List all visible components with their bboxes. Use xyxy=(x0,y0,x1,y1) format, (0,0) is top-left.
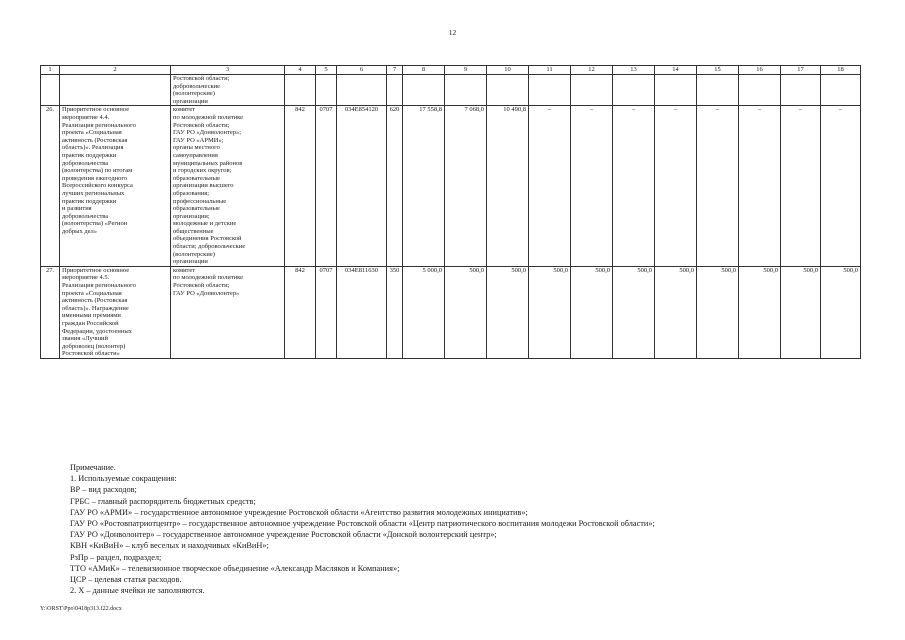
col-header: 10 xyxy=(487,66,529,75)
file-path: Y:\ORST\Ppo\0418p313.f22.docx xyxy=(40,606,122,612)
col-header: 16 xyxy=(739,66,781,75)
amount-year: 500,0 xyxy=(529,266,571,358)
col-header: 18 xyxy=(821,66,861,75)
measure-name: Приоритетное основное мероприятие 4.4. Реализация регионального проекта «Социальная активность (Ростовская область)». Реализация практик поддержки добровольчества (волонтерства) по итогам проведения ежегодного Всероссийского конкурса лучших региональных практик поддержки и развития добровольчества (волонтерства) «Регион добрых дел» xyxy=(60,106,171,266)
note-line: ГРБС – главный распорядитель бюджетных средств; xyxy=(70,496,256,506)
amount-year: 500,0 xyxy=(739,266,781,358)
rzpr-cell: 0707 xyxy=(316,266,337,358)
amount-year: – xyxy=(571,106,613,266)
continuation-row xyxy=(41,75,861,106)
col-header: 5 xyxy=(316,66,337,75)
note-line: ГАУ РО «Донволонтер» – государственное автономное учреждение Ростовской области «Донской волонтерский центр»; xyxy=(70,530,497,540)
note-line: ВР – вид расходов; xyxy=(70,485,137,495)
amount-total: 17 558,8 xyxy=(403,106,445,266)
col-header: 8 xyxy=(403,66,445,75)
program-table xyxy=(40,65,861,359)
col-header: 7 xyxy=(387,66,403,75)
column-numbers-row xyxy=(41,66,861,75)
notes-section xyxy=(70,462,850,596)
col-header: 9 xyxy=(445,66,487,75)
vr-cell: 350 xyxy=(387,266,403,358)
amount-year: – xyxy=(697,106,739,266)
note-line: ГАУ РО «Ростовпатриотцентр» – государственное автономное учреждение Ростовской области «Центр патриотического воспитания молодежи Ростовской области»; xyxy=(70,519,655,529)
csr-cell: 034E854120 xyxy=(337,106,387,266)
amount-year: 7 068,0 xyxy=(445,106,487,266)
col-header: 11 xyxy=(529,66,571,75)
col-header: 3 xyxy=(171,66,285,75)
amount-year: 10 490,8 xyxy=(487,106,529,266)
col-header: 1 xyxy=(41,66,60,75)
table-row xyxy=(41,106,861,266)
amount-year: – xyxy=(613,106,655,266)
col-header: 2 xyxy=(60,66,171,75)
grbs-cell: 842 xyxy=(285,266,316,358)
amount-year: 500,0 xyxy=(487,266,529,358)
csr-cell: 034E811630 xyxy=(337,266,387,358)
measure-name: Приоритетное основное мероприятие 4.5. Реализация регионального проекта «Социальная активность (Ростовская область)». Награждение именными премиями граждан Российской Федерации, удостоенных звания «Лучший доброволец (волонтер) Ростовской области» xyxy=(60,266,171,358)
note-line: ТТО «АМиК» – телевизионное творческое объединение «Александр Масляков и Компания»; xyxy=(70,563,400,573)
note-line: 2. Х – данные ячейки не заполняются. xyxy=(70,586,205,596)
table-row xyxy=(41,266,861,358)
amount-year: 500,0 xyxy=(821,266,861,358)
amount-year: – xyxy=(739,106,781,266)
col-header: 14 xyxy=(655,66,697,75)
col-header: 17 xyxy=(781,66,821,75)
row-number: 26. xyxy=(41,106,60,266)
amount-year: – xyxy=(529,106,571,266)
notes-heading: Примечание. xyxy=(70,463,116,472)
executor-cell: комитет по молодежной политике Ростовской области; ГАУ РО «Донволонтер»; ГАУ РО «АРМИ»; органы местного самоуправления муниципальных районов и городских округов; образовательные организации высшего образования; профессиональные образовательные организации; молодежные и детские общественные объединения Ростовской области; добровольческие (волонтерские) организации xyxy=(171,106,285,266)
note-line: РзПр – раздел, подраздел; xyxy=(70,552,162,562)
col-header: 4 xyxy=(285,66,316,75)
grbs-cell: 842 xyxy=(285,106,316,266)
note-line: ЦСР – целевая статья расходов. xyxy=(70,575,182,585)
amount-year: 500,0 xyxy=(655,266,697,358)
col-header: 12 xyxy=(571,66,613,75)
amount-year: – xyxy=(781,106,821,266)
note-line: 1. Используемые сокращения: xyxy=(70,474,177,484)
note-line: ГАУ РО «АРМИ» – государственное автономное учреждение Ростовской области «Агентство развития молодежных инициатив»; xyxy=(70,507,528,517)
amount-year: 500,0 xyxy=(571,266,613,358)
amount-year: – xyxy=(655,106,697,266)
executor-cell: комитет по молодежной политике Ростовской области; ГАУ РО «Донволонтер» xyxy=(171,266,285,358)
amount-year: 500,0 xyxy=(445,266,487,358)
amount-year: 500,0 xyxy=(613,266,655,358)
vr-cell: 620 xyxy=(387,106,403,266)
page-number: 12 xyxy=(448,28,457,37)
executor-cell: Ростовской области; добровольческие (волонтерские) организации xyxy=(171,75,285,106)
amount-year: 500,0 xyxy=(697,266,739,358)
amount-year: – xyxy=(821,106,861,266)
col-header: 15 xyxy=(697,66,739,75)
note-line: КВН «КиВиН» – клуб веселых и находчивых «КиВиН»; xyxy=(70,541,269,551)
rzpr-cell: 0707 xyxy=(316,106,337,266)
col-header: 13 xyxy=(613,66,655,75)
row-number: 27. xyxy=(41,266,60,358)
col-header: 6 xyxy=(337,66,387,75)
amount-total: 5 000,0 xyxy=(403,266,445,358)
amount-year: 500,0 xyxy=(781,266,821,358)
